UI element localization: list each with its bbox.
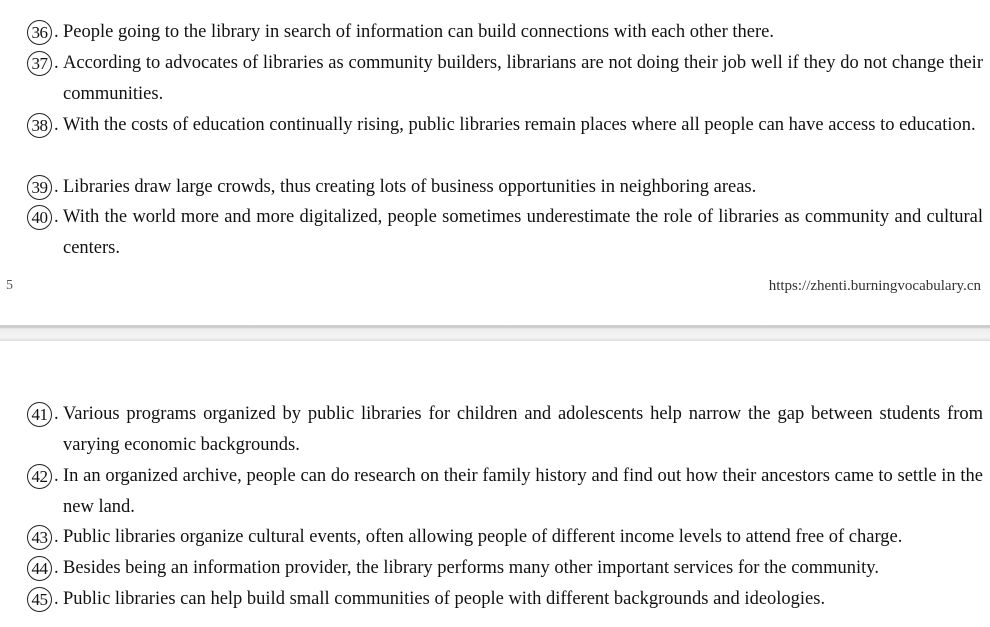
item-number-circle: 44 [27,556,52,581]
statement-item-41: 41 . Various programs organized by public libraries for children and adolescents help narrow the gap between students from varying economic backgrounds. [27,399,983,461]
page-number: 5 [6,278,13,293]
item-number-circle: 39 [27,175,52,200]
item-number-circle: 41 [27,402,52,427]
page-separator [0,325,990,341]
statement-text: People going to the library in search of information can build connections with each other there. [63,22,775,42]
statement-text: Besides being an information provider, the library performs many other important services for the community. [63,558,879,578]
item-number-circle: 42 [27,464,52,489]
footer-url: https://zhenti.burningvocabulary.cn [768,278,981,294]
statement-item-37: 37 . According to advocates of libraries as community builders, librarians are not doing their job well if they do not change their communities. [27,48,983,110]
statement-item-43: 43 . Public libraries organize cultural events, often allowing people of different income levels to attend free of charge. [27,522,983,553]
statement-item-40: 40 . With the world more and more digitalized, people sometimes underestimate the role of libraries as community and cultural centers. [27,202,983,264]
statement-item-38: 38 . With the costs of education continually rising, public libraries remain places where all people can have access to education. [27,110,983,141]
statement-item-45: 45 . Public libraries can help build small communities of people with different backgrounds and ideologies. [27,584,983,615]
cropped-previous-line [0,0,990,2]
item-number-circle: 38 [27,113,52,138]
statement-item-44: 44 . Besides being an information provider, the library performs many other important services for the community. [27,553,983,584]
statement-text: Public libraries can help build small communities of people with different backgrounds and ideologies. [63,589,826,609]
item-number-circle: 45 [27,587,52,612]
item-number-circle: 37 [27,51,52,76]
statement-text: With the costs of education continually rising, public libraries remain places where all people can have access to education. [63,115,976,135]
item-number-circle: 43 [27,525,52,550]
statement-item-39: 39 . Libraries draw large crowds, thus creating lots of business opportunities in neighboring areas. [27,172,983,203]
statement-text: According to advocates of libraries as community builders, librarians are not doing their job well if they do not change their communities. [63,53,983,104]
statement-text: Public libraries organize cultural events, often allowing people of different income levels to attend free of charge. [63,527,903,547]
statement-text: With the world more and more digitalized, people sometimes underestimate the role of libraries as community and cultural centers. [63,207,983,258]
statement-item-42: 42 . In an organized archive, people can do research on their family history and find out how their ancestors came to settle in the new land. [27,461,983,523]
item-number-circle: 40 [27,205,52,230]
statement-text: Various programs organized by public libraries for children and adolescents help narrow the gap between students from varying economic backgrounds. [63,404,983,455]
statement-text: In an organized archive, people can do research on their family history and find out how their ancestors came to settle in the new land. [63,466,983,517]
item-number-circle: 36 [27,20,52,45]
statement-text: Libraries draw large crowds, thus creating lots of business opportunities in neighboring areas. [63,177,757,197]
statement-item-36: 36 . People going to the library in search of information can build connections with each other there. [27,17,983,48]
